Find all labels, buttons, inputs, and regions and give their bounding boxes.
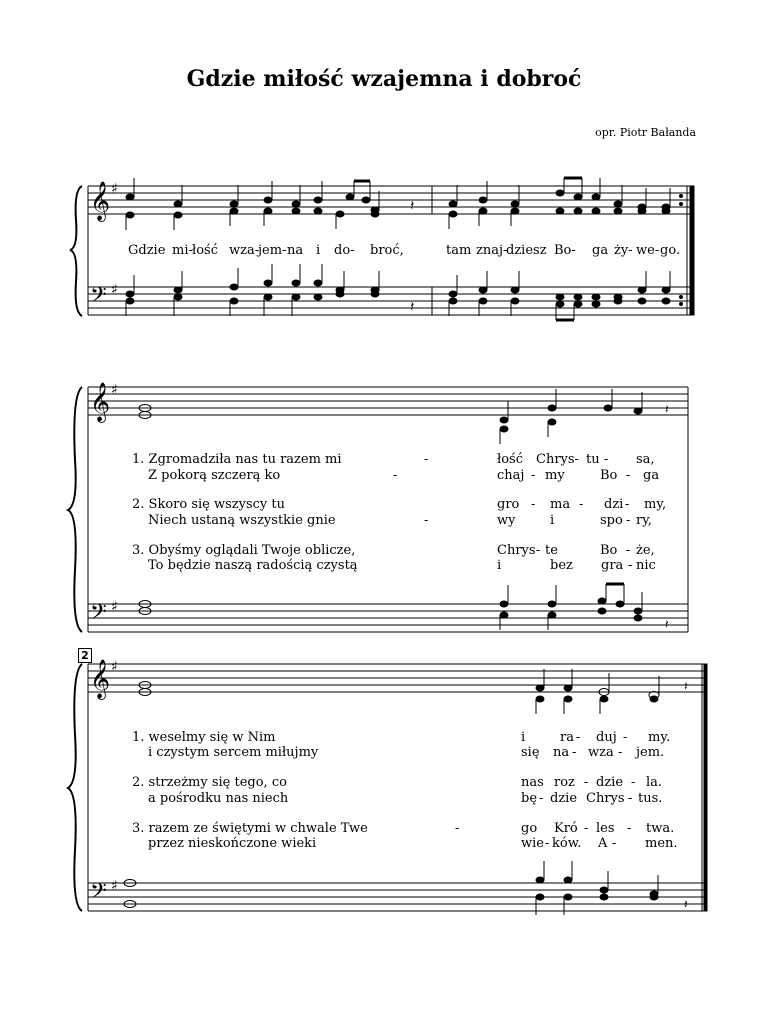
end-syllable: bez bbox=[550, 558, 573, 573]
verse-3-line-2: To będzie naszą radością czystą bbox=[148, 558, 358, 573]
refrain-syllable: we- bbox=[636, 243, 660, 258]
end-syllable: A bbox=[598, 836, 608, 851]
refrain-syllable: ży- bbox=[614, 243, 633, 258]
end-syllable: - bbox=[572, 745, 577, 760]
refrain-syllable: Gdzie bbox=[128, 243, 166, 258]
svg-text:♯: ♯ bbox=[111, 659, 118, 675]
end-syllable: my. bbox=[648, 730, 671, 745]
treble-staff-2 bbox=[88, 387, 688, 415]
end-syllable: Bo bbox=[600, 543, 618, 558]
end-syllable: - bbox=[626, 513, 631, 528]
svg-text:𝄽: 𝄽 bbox=[665, 617, 669, 631]
end-syllable: - bbox=[584, 775, 589, 790]
refrain-syllable: jem- bbox=[258, 243, 287, 258]
end-syllable: wie bbox=[521, 836, 544, 851]
refrain-syllable: go. bbox=[660, 243, 681, 258]
verse-1-line-2: i czystym sercem miłujmy bbox=[148, 745, 319, 760]
end-syllable: - bbox=[584, 821, 589, 836]
treble-staff-1 bbox=[88, 186, 694, 214]
end-syllable: ga bbox=[643, 468, 660, 483]
end-syllable: Chrys bbox=[497, 543, 536, 558]
measure-number: 2 bbox=[78, 648, 92, 663]
end-syllable: roz bbox=[554, 775, 575, 790]
end-syllable: i bbox=[497, 558, 502, 573]
refrain-syllable: broć, bbox=[370, 243, 404, 258]
svg-text:♯: ♯ bbox=[111, 599, 118, 615]
end-syllable: - bbox=[626, 543, 631, 558]
bass-staff-3 bbox=[88, 883, 706, 911]
end-syllable: nic bbox=[636, 558, 656, 573]
end-syllable: duj bbox=[596, 730, 617, 745]
end-syllable: się bbox=[521, 745, 540, 760]
end-syllable: - bbox=[628, 558, 633, 573]
end-syllable: Chrys bbox=[586, 791, 625, 806]
end-syllable: les bbox=[596, 821, 615, 836]
svg-text:♯: ♯ bbox=[111, 282, 118, 298]
page-title: Gdzie miłość wzajemna i dobroć bbox=[186, 66, 582, 92]
end-syllable: i bbox=[550, 513, 555, 528]
end-syllable: - bbox=[604, 452, 609, 467]
end-syllable: - bbox=[545, 836, 550, 851]
refrain-syllable: łość bbox=[192, 243, 218, 258]
end-syllable: - bbox=[625, 497, 630, 512]
end-syllable: sa, bbox=[636, 452, 655, 467]
end-syllable: gro bbox=[497, 497, 520, 512]
end-syllable: - bbox=[536, 543, 541, 558]
verse-1-line-1: 1. Zgromadziła nas tu razem mi bbox=[132, 452, 342, 467]
treble-staff-3 bbox=[88, 664, 706, 692]
end-syllable: nas bbox=[521, 775, 544, 790]
refrain-syllable: mi- bbox=[172, 243, 193, 258]
end-syllable: ków. bbox=[552, 836, 582, 851]
end-syllable: wza bbox=[588, 745, 614, 760]
end-syllable: dzie bbox=[550, 791, 578, 806]
refrain-syllable: i bbox=[316, 243, 321, 258]
end-syllable: men. bbox=[645, 836, 678, 851]
end-syllable: dzie bbox=[596, 775, 624, 790]
bass-clef-icon: 𝄢 bbox=[90, 879, 107, 909]
verse-3-line-1: 3. razem ze świętymi w chwale Twe bbox=[132, 821, 368, 836]
svg-text:♯: ♯ bbox=[111, 181, 118, 197]
treble-clef-icon: 𝄞 bbox=[90, 659, 111, 699]
end-syllable: - bbox=[618, 745, 623, 760]
end-syllable: Kró bbox=[554, 821, 578, 836]
svg-text:♯: ♯ bbox=[111, 878, 118, 894]
end-syllable: tus. bbox=[638, 791, 663, 806]
end-syllable: - bbox=[628, 791, 633, 806]
end-syllable: - bbox=[531, 468, 536, 483]
treble-clef-icon: 𝄞 bbox=[90, 181, 111, 221]
end-syllable: Bo bbox=[600, 468, 618, 483]
bass-staff-2 bbox=[88, 604, 688, 632]
end-syllable: - bbox=[626, 468, 631, 483]
refrain-syllable: do- bbox=[334, 243, 355, 258]
end-syllable: Chrys- bbox=[536, 452, 579, 467]
end-syllable: ra bbox=[560, 730, 574, 745]
end-syllable: ma bbox=[550, 497, 571, 512]
end-syllable: łość bbox=[497, 452, 523, 467]
hyphen: - bbox=[455, 821, 460, 836]
end-syllable: te bbox=[545, 543, 558, 558]
end-syllable: gra bbox=[601, 558, 624, 573]
end-syllable: go bbox=[521, 821, 538, 836]
refrain-syllable: na bbox=[287, 243, 304, 258]
refrain-syllable: ga bbox=[592, 243, 609, 258]
svg-text:𝄽: 𝄽 bbox=[684, 897, 688, 911]
end-syllable: tu bbox=[586, 452, 600, 467]
end-syllable: - bbox=[627, 821, 632, 836]
verse-1-line-2: Z pokorą szczerą ko bbox=[148, 468, 281, 483]
verse-2-line-2: Niech ustaną wszystkie gnie bbox=[148, 513, 336, 528]
end-syllable: my, bbox=[644, 497, 667, 512]
end-syllable: bę bbox=[521, 791, 538, 806]
end-syllable: ry, bbox=[636, 513, 652, 528]
system1-bass-notes bbox=[126, 264, 683, 320]
verse-1-line-1: 1. weselmy się w Nim bbox=[132, 730, 276, 745]
end-syllable: twa. bbox=[646, 821, 675, 836]
svg-text:𝄽: 𝄽 bbox=[410, 299, 415, 315]
end-syllable: la. bbox=[646, 775, 663, 790]
composer-credit: opr. Piotr Bałanda bbox=[595, 126, 696, 139]
end-syllable: że, bbox=[636, 543, 655, 558]
refrain-syllable: Bo- bbox=[554, 243, 576, 258]
end-syllable: - bbox=[631, 775, 636, 790]
end-syllable: - bbox=[579, 497, 584, 512]
bass-clef-icon: 𝄢 bbox=[90, 283, 107, 313]
end-syllable: na bbox=[553, 745, 570, 760]
verse-2-line-1: 2. Skoro się wszyscy tu bbox=[132, 497, 285, 512]
end-syllable: - bbox=[576, 730, 581, 745]
treble-clef-icon: 𝄞 bbox=[90, 382, 111, 422]
end-syllable: jem. bbox=[636, 745, 665, 760]
refrain-syllable: tam bbox=[446, 243, 472, 258]
end-syllable: dzi bbox=[604, 497, 624, 512]
verse-3-line-1: 3. Obyśmy oglądali Twoje oblicze, bbox=[132, 543, 356, 558]
bass-clef-icon: 𝄢 bbox=[90, 600, 107, 630]
end-syllable: - bbox=[623, 730, 628, 745]
end-syllable: - bbox=[612, 836, 617, 851]
hyphen: - bbox=[424, 452, 429, 467]
end-syllable: wy bbox=[497, 513, 516, 528]
refrain-syllable: wza- bbox=[229, 243, 260, 258]
refrain-syllable: dziesz bbox=[506, 243, 547, 258]
end-syllable: i bbox=[521, 730, 526, 745]
end-syllable: chaj bbox=[497, 468, 525, 483]
verse-3-line-2: przez nieskończone wieki bbox=[148, 836, 317, 851]
end-syllable: my bbox=[545, 468, 565, 483]
end-syllable: - bbox=[531, 497, 536, 512]
svg-text:𝄽: 𝄽 bbox=[684, 679, 688, 693]
end-syllable: spo bbox=[600, 513, 623, 528]
hyphen: - bbox=[393, 468, 398, 483]
svg-text:𝄽: 𝄽 bbox=[410, 198, 415, 214]
end-syllable: - bbox=[539, 791, 544, 806]
refrain-syllable: znaj- bbox=[476, 243, 508, 258]
verse-2-line-2: a pośrodku nas niech bbox=[148, 791, 289, 806]
hyphen: - bbox=[424, 513, 429, 528]
svg-text:𝄽: 𝄽 bbox=[665, 402, 669, 416]
verse-2-line-1: 2. strzeżmy się tego, co bbox=[132, 775, 287, 790]
svg-text:♯: ♯ bbox=[111, 382, 118, 398]
